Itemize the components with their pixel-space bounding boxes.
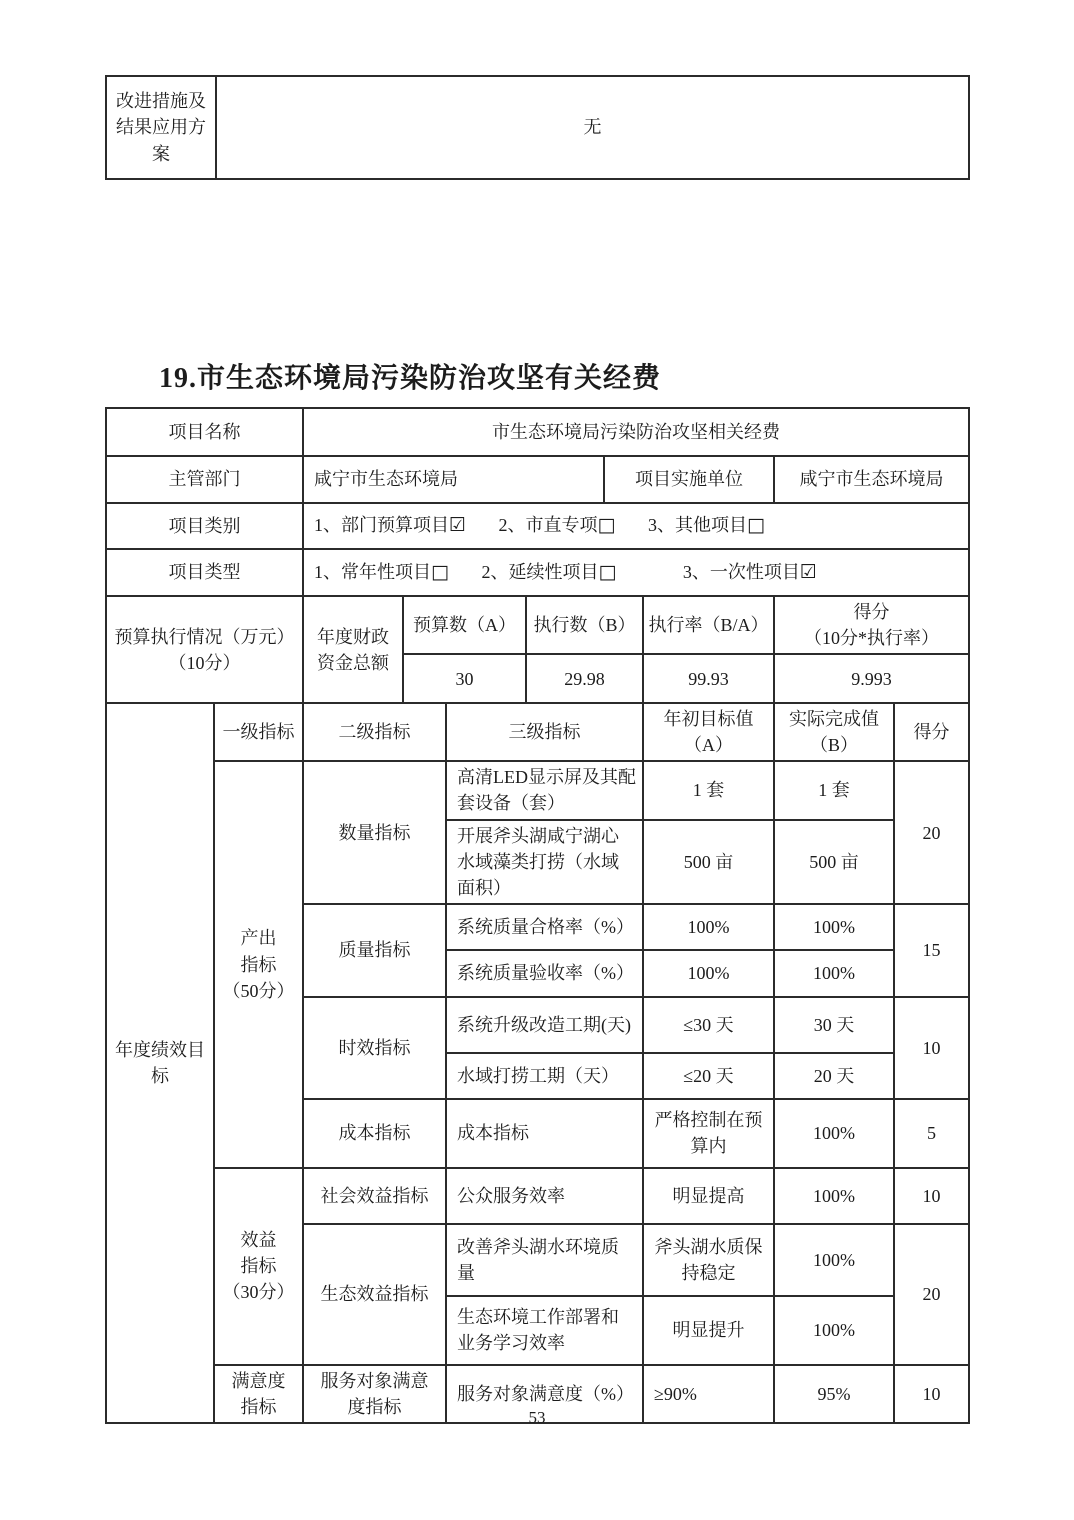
- target-cell: 1 套: [643, 761, 774, 819]
- l2-quality: 质量指标: [303, 904, 446, 997]
- actual-cell: 100%: [774, 1296, 894, 1365]
- l3-cell: 水域打捞工期（天）: [446, 1053, 643, 1099]
- table-row: [106, 549, 969, 596]
- project-name-label: 项目名称: [106, 408, 303, 456]
- budget-col-header: 预算数（A）: [403, 596, 526, 654]
- l2-timeliness: 时效指标: [303, 997, 446, 1099]
- annual-fund-label: 年度财政 资金总额: [303, 596, 403, 703]
- page-number: 53: [528, 1408, 546, 1427]
- table-row: [106, 503, 969, 549]
- checkbox-empty-icon: □: [597, 514, 616, 537]
- page-title: 19.市生态环境局污染防治攻坚有关经费: [159, 363, 662, 394]
- actual-cell: 30 天: [774, 997, 894, 1053]
- score-cell: 10: [894, 1365, 969, 1423]
- score-header: 得分: [894, 703, 969, 761]
- l3-header: 三级指标: [446, 703, 643, 761]
- actual-cell: 100%: [774, 1099, 894, 1168]
- category-options: [303, 503, 969, 549]
- score-cell: 10: [894, 997, 969, 1099]
- l3-cell: 生态环境工作部署和业务学习效率: [446, 1296, 643, 1365]
- actual-cell: 100%: [774, 904, 894, 950]
- actual-cell: 95%: [774, 1365, 894, 1423]
- type-label: 项目类型: [106, 549, 303, 596]
- actual-cell: 500 亩: [774, 820, 894, 904]
- actual-cell: 100%: [774, 1224, 894, 1296]
- l2-social: 社会效益指标: [303, 1168, 446, 1224]
- impl-value: 咸宁市生态环境局: [774, 456, 969, 503]
- l3-cell: 开展斧头湖咸宁湖心水域藻类打捞（水域面积）: [446, 820, 643, 904]
- indicator-row: [106, 761, 969, 819]
- option-dept-budget: 1、部门预算项目☑: [314, 514, 467, 537]
- l3-cell: 系统质量合格率（%）: [446, 904, 643, 950]
- l2-header: 二级指标: [303, 703, 446, 761]
- target-cell: ≤30 天: [643, 997, 774, 1053]
- target-header: 年初目标值 （A）: [643, 703, 774, 761]
- l3-cell: 高清LED显示屏及其配套设备（套）: [446, 761, 643, 819]
- option-continuing: 2、延续性项目□: [481, 560, 617, 583]
- rate-value: 99.93: [643, 654, 774, 703]
- table-row: [106, 703, 969, 761]
- table-row: [106, 408, 969, 456]
- checkbox-empty-icon: □: [431, 560, 449, 583]
- table-row: [106, 456, 969, 503]
- score-cell: 10: [894, 1168, 969, 1224]
- l2-satisfaction: 服务对象满意 度指标: [303, 1365, 446, 1423]
- l3-cell: 系统升级改造工期(天): [446, 997, 643, 1053]
- actual-cell: 20 天: [774, 1053, 894, 1099]
- dept-label: 主管部门: [106, 456, 303, 503]
- score-cell: 20: [894, 1224, 969, 1365]
- actual-header: 实际完成值 （B）: [774, 703, 894, 761]
- option-annual: 1、常年性项目□: [314, 560, 449, 583]
- checkbox-empty-icon: □: [598, 560, 617, 583]
- table-row: [106, 76, 969, 179]
- target-cell: ≥90%: [643, 1365, 774, 1423]
- actual-cell: 100%: [774, 1168, 894, 1224]
- performance-table: [105, 407, 970, 1424]
- actual-cell: 1 套: [774, 761, 894, 819]
- l2-eco: 生态效益指标: [303, 1224, 446, 1365]
- l3-cell: 改善斧头湖水环境质量: [446, 1224, 643, 1296]
- l3-cell: 服务对象满意度（%）: [446, 1365, 643, 1423]
- option-other-project: 3、其他项目□: [648, 514, 765, 537]
- indicator-row: [106, 1168, 969, 1224]
- budget-value: 30: [403, 654, 526, 703]
- l1-output: 产出 指标 （50分）: [214, 761, 303, 1167]
- table-row: [106, 596, 969, 654]
- target-cell: 100%: [643, 904, 774, 950]
- l3-cell: 公众服务效率: [446, 1168, 643, 1224]
- execution-col-header: 执行数（B）: [526, 596, 643, 654]
- annual-goal-spanner: 年度绩效目标: [106, 703, 214, 1423]
- l1-satisfaction: 满意度 指标: [214, 1365, 303, 1423]
- target-cell: ≤20 天: [643, 1053, 774, 1099]
- l3-cell: 系统质量验收率（%）: [446, 950, 643, 997]
- rate-col-header: 执行率（B/A）: [643, 596, 774, 654]
- carryover-label: 改进措施及结果应用方案: [106, 76, 216, 179]
- checkbox-checked-icon: ☑: [799, 560, 817, 583]
- l1-benefit: 效益 指标 （30分）: [214, 1168, 303, 1365]
- type-options: [303, 549, 969, 596]
- carryover-table: [105, 75, 970, 180]
- option-city-special: 2、市直专项□: [498, 514, 616, 537]
- checkbox-empty-icon: □: [747, 514, 765, 537]
- score-cell: 5: [894, 1099, 969, 1168]
- l1-header: 一级指标: [214, 703, 303, 761]
- target-cell: 100%: [643, 950, 774, 997]
- budget-exec-label: 预算执行情况（万元） （10分）: [106, 596, 303, 703]
- execution-value: 29.98: [526, 654, 643, 703]
- target-cell: 明显提升: [643, 1296, 774, 1365]
- actual-cell: 100%: [774, 950, 894, 997]
- score-cell: 15: [894, 904, 969, 997]
- score-cell: 20: [894, 761, 969, 903]
- score-col-header: 得分 （10分*执行率）: [774, 596, 969, 654]
- checkbox-checked-icon: ☑: [449, 514, 467, 537]
- score-value: 9.993: [774, 654, 969, 703]
- target-cell: 严格控制在预算内: [643, 1099, 774, 1168]
- l3-cell: 成本指标: [446, 1099, 643, 1168]
- category-label: 项目类别: [106, 503, 303, 549]
- option-one-time: 3、一次性项目☑: [682, 560, 817, 583]
- impl-label: 项目实施单位: [604, 456, 774, 503]
- target-cell: 500 亩: [643, 820, 774, 904]
- dept-value: 咸宁市生态环境局: [303, 456, 604, 503]
- l2-cost: 成本指标: [303, 1099, 446, 1168]
- target-cell: 明显提高: [643, 1168, 774, 1224]
- target-cell: 斧头湖水质保持稳定: [643, 1224, 774, 1296]
- carryover-value: 无: [216, 76, 969, 179]
- project-name-value: 市生态环境局污染防治攻坚相关经费: [303, 408, 969, 456]
- l2-quantity: 数量指标: [303, 761, 446, 903]
